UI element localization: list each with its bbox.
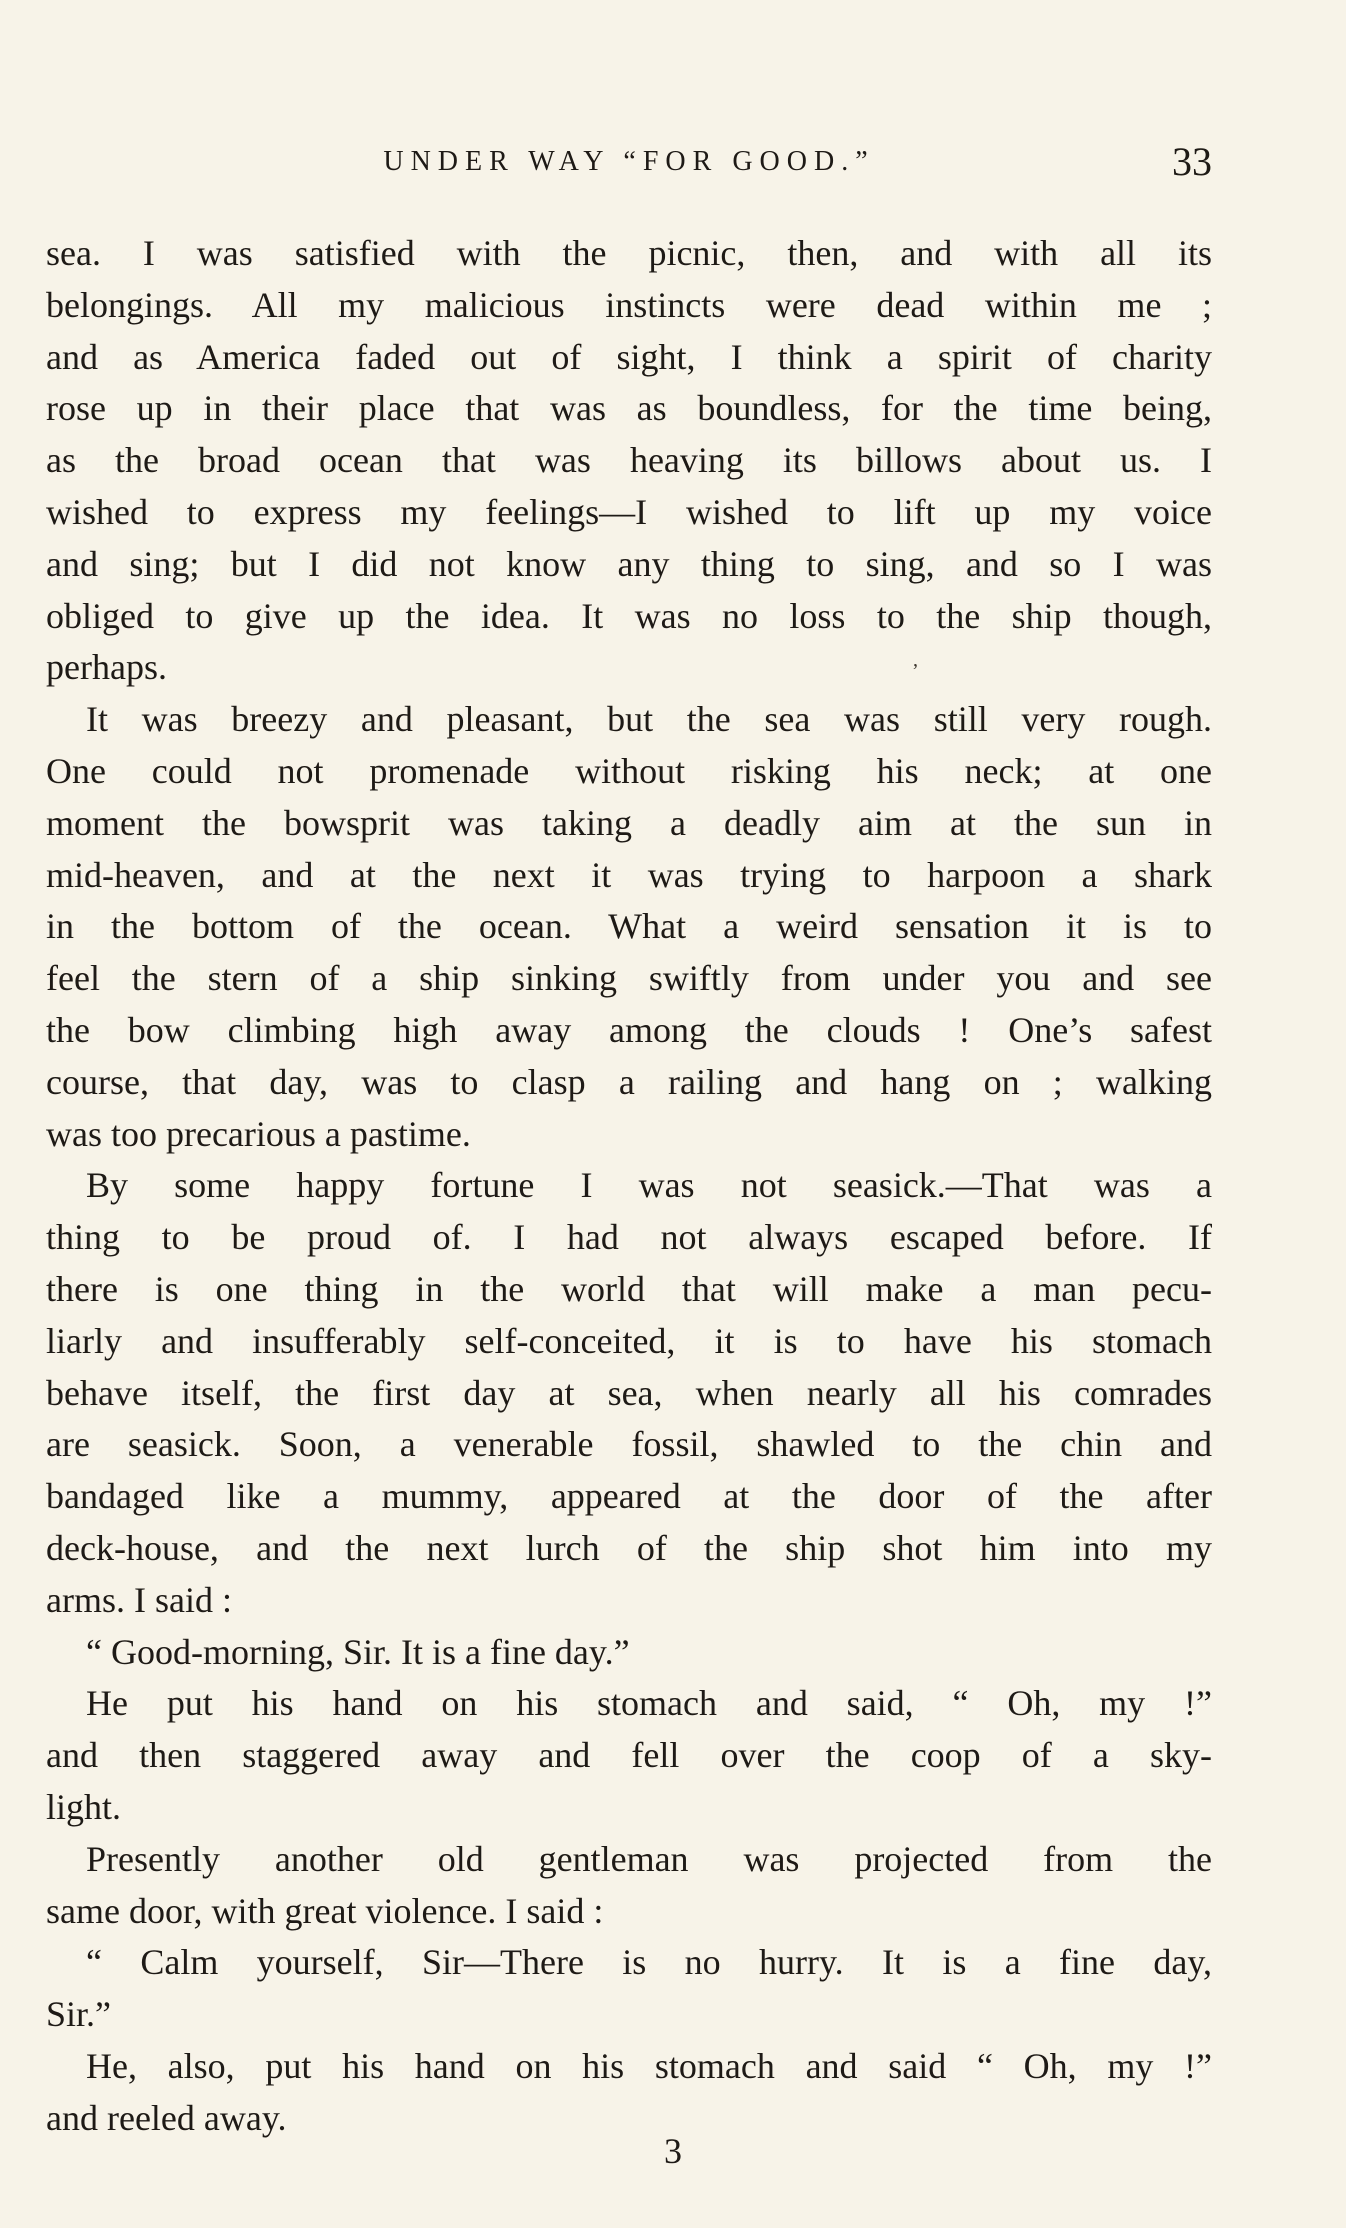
text-line: sea. I was satisfied with the picnic, then, and with all its: [46, 233, 1212, 273]
text-line: belongings. All my malicious instincts were dead within me ;: [46, 284, 1212, 325]
text-line: One could not promenade without risking his neck; at one: [46, 750, 1212, 791]
text-line: moment the bowsprit was taking a deadly aim at the sun in: [46, 802, 1212, 843]
text-line: and as America faded out of sight, I think a spirit of charity: [46, 336, 1212, 377]
paragraph-first-line: He, also, put his hand on his stomach and said “ Oh, my !”: [86, 2045, 1212, 2086]
text-line: deck-house, and the next lurch of the ship shot him into my: [46, 1527, 1212, 1568]
text-line: wished to express my feelings—I wished to lift up my voice: [46, 491, 1212, 532]
text-line: perhaps.: [46, 647, 167, 688]
running-title: UNDER WAY “FOR GOOD.”: [383, 146, 875, 177]
text-line: in the bottom of the ocean. What a weird sensation it is to: [46, 906, 1212, 947]
text-line: arms. I said :: [46, 1579, 232, 1620]
text-line: obliged to give up the idea. It was no loss to the ship though,: [46, 595, 1212, 636]
paragraph-first-line: “ Calm yourself, Sir—There is no hurry. It is a fine day,: [86, 1942, 1212, 1983]
stray-ink-mark: ’: [912, 660, 919, 682]
text-line: was too precarious a pastime.: [46, 1113, 471, 1154]
page-number: 33: [1172, 139, 1212, 184]
text-line: and then staggered away and fell over the coop of a sky-: [46, 1735, 1212, 1776]
text-line: rose up in their place that was as boundless, for the time being,: [46, 388, 1212, 429]
text-line: mid-heaven, and at the next it was trying to harpoon a shark: [46, 854, 1212, 895]
text-line: are seasick. Soon, a venerable fossil, shawled to the chin and: [46, 1424, 1212, 1465]
body-text: [46, 228, 1212, 2144]
text-line: Sir.”: [46, 1994, 112, 2035]
text-line: thing to be proud of. I had not always escaped before. If: [46, 1217, 1212, 1258]
text-line: as the broad ocean that was heaving its billows about us. I: [46, 440, 1212, 481]
text-line: there is one thing in the world that will make a man pecu-: [46, 1268, 1212, 1309]
text-line: course, that day, was to clasp a railing and hang on ; walking: [46, 1061, 1212, 1102]
text-line: and sing; but I did not know any thing to sing, and so I was: [46, 543, 1212, 584]
text-line: feel the stern of a ship sinking swiftly from under you and see: [46, 958, 1212, 999]
text-line: light.: [46, 1786, 122, 1827]
signature-mark: 3: [664, 2131, 682, 2171]
paragraph-first-line: “ Good-morning, Sir. It is a fine day.”: [86, 1631, 630, 1672]
text-line: same door, with great violence. I said :: [46, 1890, 604, 1931]
text-line: liarly and insufferably self-conceited, it is to have his stomach: [46, 1320, 1212, 1361]
text-line: and reeled away.: [46, 2097, 287, 2138]
paragraph-first-line: It was breezy and pleasant, but the sea was still very rough.: [86, 699, 1212, 740]
text-line: behave itself, the first day at sea, when nearly all his comrades: [46, 1372, 1212, 1413]
paragraph-first-line: He put his hand on his stomach and said, “ Oh, my !”: [86, 1683, 1212, 1724]
paragraph-first-line: By some happy fortune I was not seasick.—That was a: [86, 1165, 1212, 1206]
text-line: the bow climbing high away among the clouds ! One’s safest: [46, 1009, 1212, 1050]
text-line: bandaged like a mummy, appeared at the door of the after: [46, 1476, 1212, 1517]
running-head: [46, 138, 1212, 188]
paragraph-first-line: Presently another old gentleman was projected from the: [86, 1838, 1212, 1879]
